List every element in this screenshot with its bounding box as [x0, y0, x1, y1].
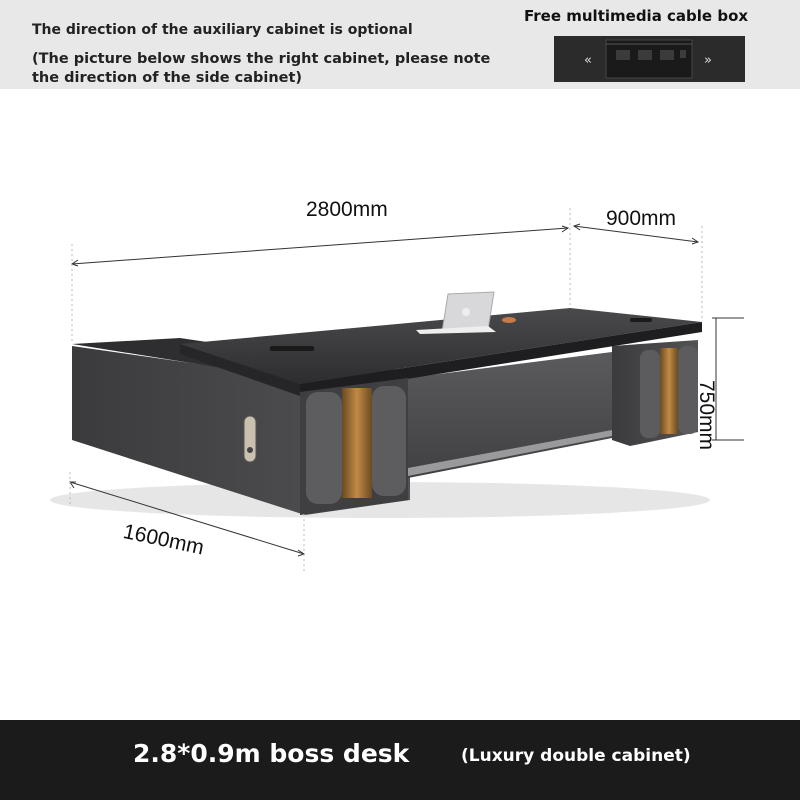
cable-grommet-right	[630, 318, 652, 322]
return-length-dimension-label: 1600mm	[121, 520, 206, 560]
coffee-cup-icon	[502, 317, 516, 323]
cable-grommet-left	[270, 346, 314, 351]
product-subtitle: (Luxury double cabinet)	[461, 746, 691, 766]
front-cabinet-wood-strip	[342, 388, 372, 498]
right-cabinet-panel-a	[640, 350, 660, 438]
chevron-right-icon: »	[704, 53, 712, 68]
front-cabinet-panel-b	[372, 386, 406, 496]
apple-logo-icon	[462, 308, 470, 316]
front-cabinet-panel-a	[306, 392, 342, 504]
direction-note: The direction of the auxiliary cabinet is optional	[32, 22, 413, 38]
right-cabinet-wood-strip	[660, 348, 678, 434]
length-dimension-label: 2800mm	[306, 198, 388, 221]
cabinet-direction-note: (The picture below shows the right cabinet, please note the direction of the side cabinet)	[32, 51, 491, 86]
lock-icon	[244, 416, 256, 462]
cable-box-title: Free multimedia cable box	[524, 7, 749, 25]
chevron-left-icon: «	[584, 53, 592, 68]
depth-dimension-label: 900mm	[606, 207, 677, 230]
height-dimension-label: 750mm	[695, 380, 718, 451]
product-name: 2.8*0.9m boss desk	[133, 739, 410, 768]
lock-keyhole-icon	[247, 447, 253, 453]
